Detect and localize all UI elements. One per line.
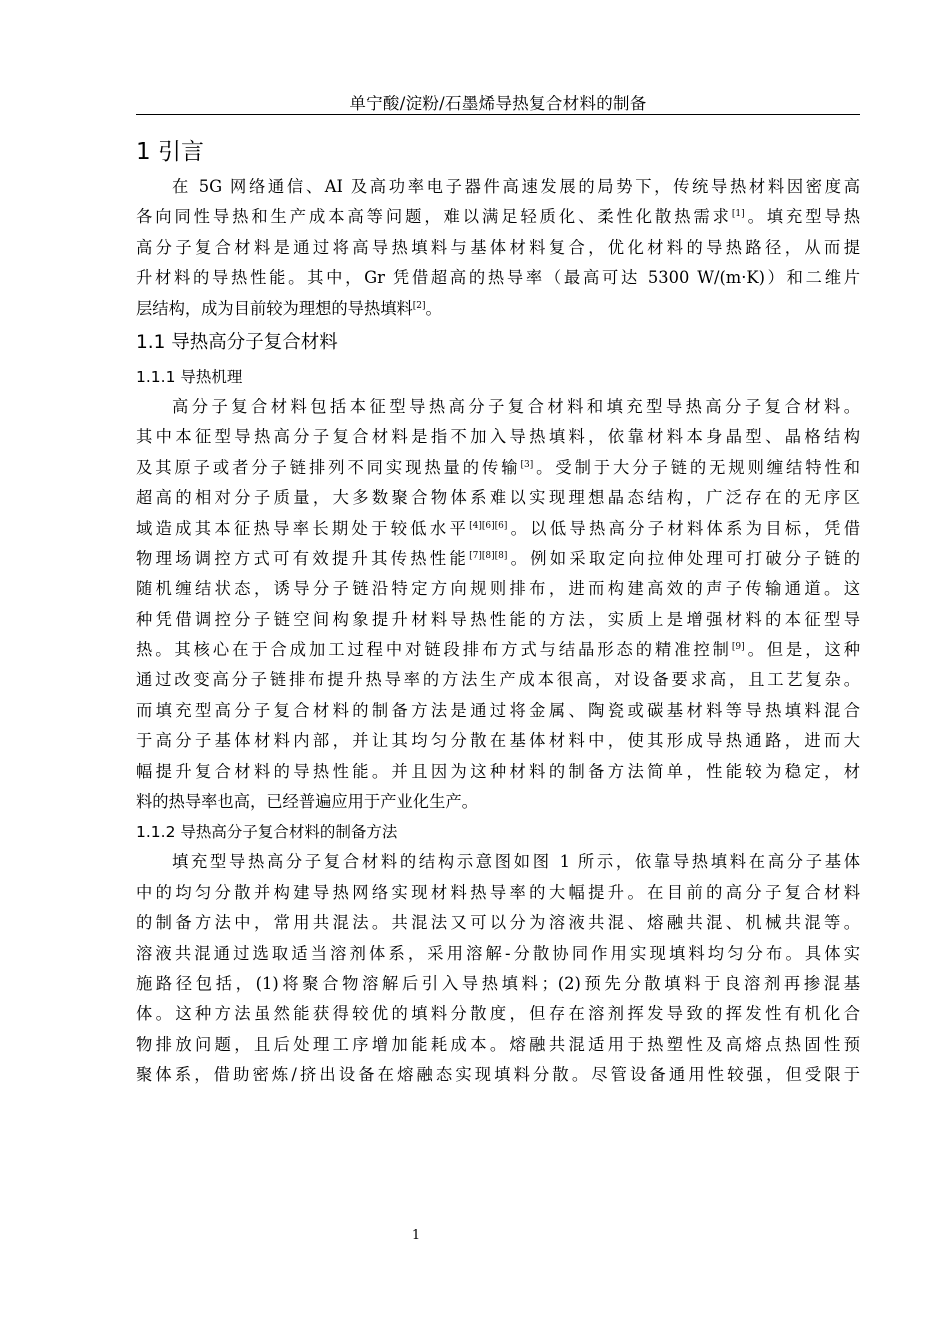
citation: [3] (520, 459, 534, 470)
running-header: 单宁酸/淀粉/石墨烯导热复合材料的制备 (349, 94, 647, 113)
citation: [9] (731, 642, 745, 653)
citation: [7][8][8] (469, 550, 508, 561)
header-rule (136, 114, 860, 115)
intro-paragraph (136, 172, 860, 324)
text-line: 超高的相对分子质量，大多数聚合物体系难以实现理想晶态结构，广泛存在的无序区 (136, 488, 860, 508)
text-line: 高分子复合材料是通过将高导热填料与基体材料复合，优化材料的导热路径，从而提 (136, 237, 860, 257)
text-line: 而填充型高分子复合材料的制备方法是通过将金属、陶瓷或碳基材料等导热填料混合 (136, 700, 860, 720)
text-line: 及其原子或者分子链排列不同实现热量的传输[3]。受制于大分子链的无规则缠结特性和 (136, 457, 860, 477)
citation: [2] (412, 300, 426, 311)
mechanism-paragraph (136, 392, 860, 817)
text-line: 种凭借调控分子链空间构象提升材料导热性能的方法，实质上是增强材料的本征型导 (136, 609, 860, 629)
text-line: 填充型导热高分子复合材料的结构示意图如图 1 所示，依靠导热填料在高分子基体 (172, 852, 860, 872)
section-title-1-1-2: 1.1.2 导热高分子复合材料的制备方法 (136, 823, 398, 842)
page-number: 1 (411, 1228, 421, 1243)
text-line: 体。这种方法虽然能获得较优的填料分散度，但存在溶剂挥发导致的挥发性有机化合 (136, 1004, 860, 1024)
text-line: 高分子复合材料包括本征型导热高分子复合材料和填充型导热高分子复合材料。 (172, 396, 860, 416)
text-line: 幅提升复合材料的导热性能。并且因为这种材料的制备方法简单，性能较为稳定，材 (136, 761, 860, 781)
text-line: 施路径包括，(1)将聚合物溶解后引入导热填料；(2)预先分散填料于良溶剂再掺混基 (136, 973, 860, 993)
text-line: 其中本征型导热高分子复合材料是指不加入导热填料，依靠材料本身晶型、晶格结构 (136, 427, 860, 447)
text-line: 随机缠结状态，诱导分子链沿特定方向规则排布，进而构建高效的声子传输通道。这 (136, 579, 860, 599)
section-title-1-1: 1.1 导热高分子复合材料 (136, 331, 338, 353)
page-content (136, 132, 860, 1091)
text-line: 物排放问题，且后处理工序增加能耗成本。熔融共混适用于热塑性及高熔点热固性预 (136, 1034, 860, 1054)
text-line: 的制备方法中，常用共混法。共混法又可以分为溶液共混、熔融共混、机械共混等。 (136, 913, 860, 933)
text-line: 于高分子基体材料内部，并让其均匀分散在基体材料中，使其形成导热通路，进而大 (136, 731, 860, 751)
citation: [1] (731, 209, 745, 220)
text-line: 层结构，成为目前较为理想的导热填料[2]。 (136, 298, 442, 318)
text-line: 物理场调控方式可有效提升其传热性能[7][8][8]。例如采取定向拉伸处理可打破分子链的 (136, 548, 860, 568)
text-line: 中的均匀分散并构建导热网络实现材料热导率的大幅提升。在目前的高分子复合材料 (136, 882, 860, 902)
section-title-1-1-1: 1.1.1 导热机理 (136, 367, 243, 386)
text-line: 热。其核心在于合成加工过程中对链段排布方式与结晶形态的精准控制[9]。但是，这种 (136, 640, 860, 660)
text-line: 聚体系，借助密炼/挤出设备在熔融态实现填料分散。尽管设备通用性较强，但受限于 (136, 1065, 860, 1085)
text-line: 料的热导率也高，已经普遍应用于产业化生产。 (136, 792, 478, 812)
text-line: 通过改变高分子链排布提升热导率的方法生产成本很高，对设备要求高，且工艺复杂。 (136, 670, 860, 690)
text-line: 各向同性导热和生产成本高等问题，难以满足轻质化、柔性化散热需求[1]。填充型导热 (136, 207, 860, 227)
section-title-intro: 1 引言 (136, 139, 204, 165)
text-line: 溶液共混通过选取适当溶剂体系，采用溶解-分散协同作用实现填料均匀分布。具体实 (136, 943, 860, 963)
citation: [4][6][6] (469, 520, 508, 531)
text-line: 在 5G 网络通信、AI 及高功率电子器件高速发展的局势下，传统导热材料因密度高 (172, 177, 860, 196)
preparation-paragraph (136, 847, 860, 1090)
text-line: 升材料的导热性能。其中，Gr 凭借超高的热导率（最高可达 5300 W/(m·K)）和二维片 (136, 268, 860, 288)
text-line: 域造成其本征热导率长期处于较低水平[4][6][6]。以低导热高分子材料体系为目标，凭借 (136, 518, 860, 538)
